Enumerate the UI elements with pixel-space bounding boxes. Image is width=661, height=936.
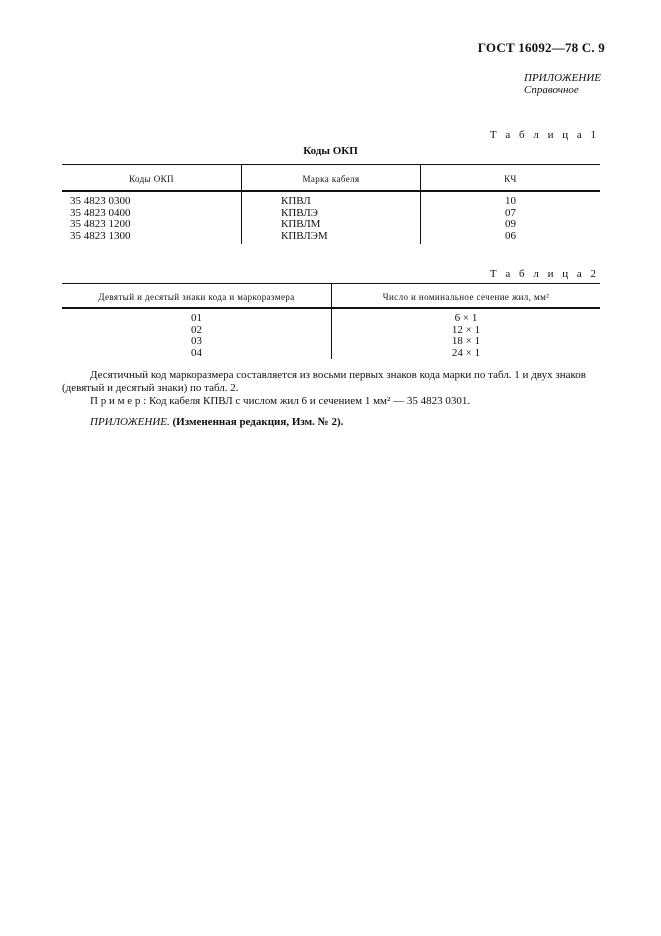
table-cell: 6 × 1 [454, 312, 478, 324]
notes-example [90, 395, 602, 408]
table-cell: 09 [505, 218, 516, 230]
table1-title: Коды ОКП [303, 145, 358, 157]
table1-header-kch: КЧ [504, 174, 517, 184]
table-cell: 35 4823 1300 [70, 229, 131, 242]
table-cell: КПВЛЭ [281, 206, 318, 219]
table-cell: 35 4823 1200 [70, 218, 131, 230]
table1-col-kch [421, 196, 600, 242]
table2-col-code [62, 313, 331, 359]
table2-header-code: Девятый и десятый знаки кода и маркоразмера [98, 292, 295, 302]
table-cell: 06 [505, 229, 516, 242]
table2-label: Т а б л и ц а 2 [489, 268, 599, 280]
table-cell: 01 [191, 312, 202, 324]
table-cell: 02 [191, 323, 202, 336]
table-cell: 10 [505, 195, 516, 207]
table-cell: 12 × 1 [451, 323, 481, 336]
amendment-note [90, 416, 602, 429]
table1-label: Т а б л и ц а 1 [489, 129, 599, 141]
table-cell: КПВЛЭМ [281, 229, 328, 242]
table-cell: 07 [505, 206, 516, 219]
example-text: Код кабеля КПВЛ с числом жил 6 и сечением 1 мм² — 35 4823 0301. [148, 395, 471, 407]
table2-header-section: Число и номинальное сечение жил, мм² [382, 292, 550, 302]
table1-header-brand: Марка кабеля [302, 174, 360, 184]
appendix-subtitle: Справочное [524, 84, 579, 96]
table-cell: 18 × 1 [451, 335, 481, 347]
table1-header-codes: Коды ОКП [129, 174, 174, 184]
notes-paragraph [62, 369, 602, 395]
table-cell: 24 × 1 [451, 346, 481, 359]
table-cell: КПВЛМ [281, 218, 321, 230]
notes-paragraph-text: Десятичный код маркоразмера составляется из восьми первых знаков кода марки по табл. 1 и двух знаков (девятый и десятый знаки) по табл. 2. [62, 369, 586, 394]
appendix-title: ПРИЛОЖЕНИЕ [524, 72, 601, 84]
table2-col-section [332, 313, 600, 359]
table1-col-codes [70, 196, 131, 242]
amendment-prefix: ПРИЛОЖЕНИЕ. [90, 416, 170, 428]
table-cell: 03 [191, 335, 202, 347]
table1 [62, 164, 600, 246]
table-cell: 04 [191, 346, 202, 359]
amendment-text: (Измененная редакция, Изм. № 2). [172, 416, 344, 428]
table1-col-brand [281, 196, 328, 242]
table-cell: КПВЛ [281, 195, 311, 207]
table-cell: 35 4823 0300 [70, 195, 131, 207]
table2 [62, 283, 600, 361]
table1-top-rule [62, 164, 600, 165]
table-cell: 35 4823 0400 [70, 206, 131, 219]
example-label: П р и м е р : [90, 395, 147, 407]
page-header: ГОСТ 16092—78 С. 9 [477, 40, 605, 55]
table1-header-rule [62, 190, 600, 192]
appendix-block [524, 72, 601, 96]
